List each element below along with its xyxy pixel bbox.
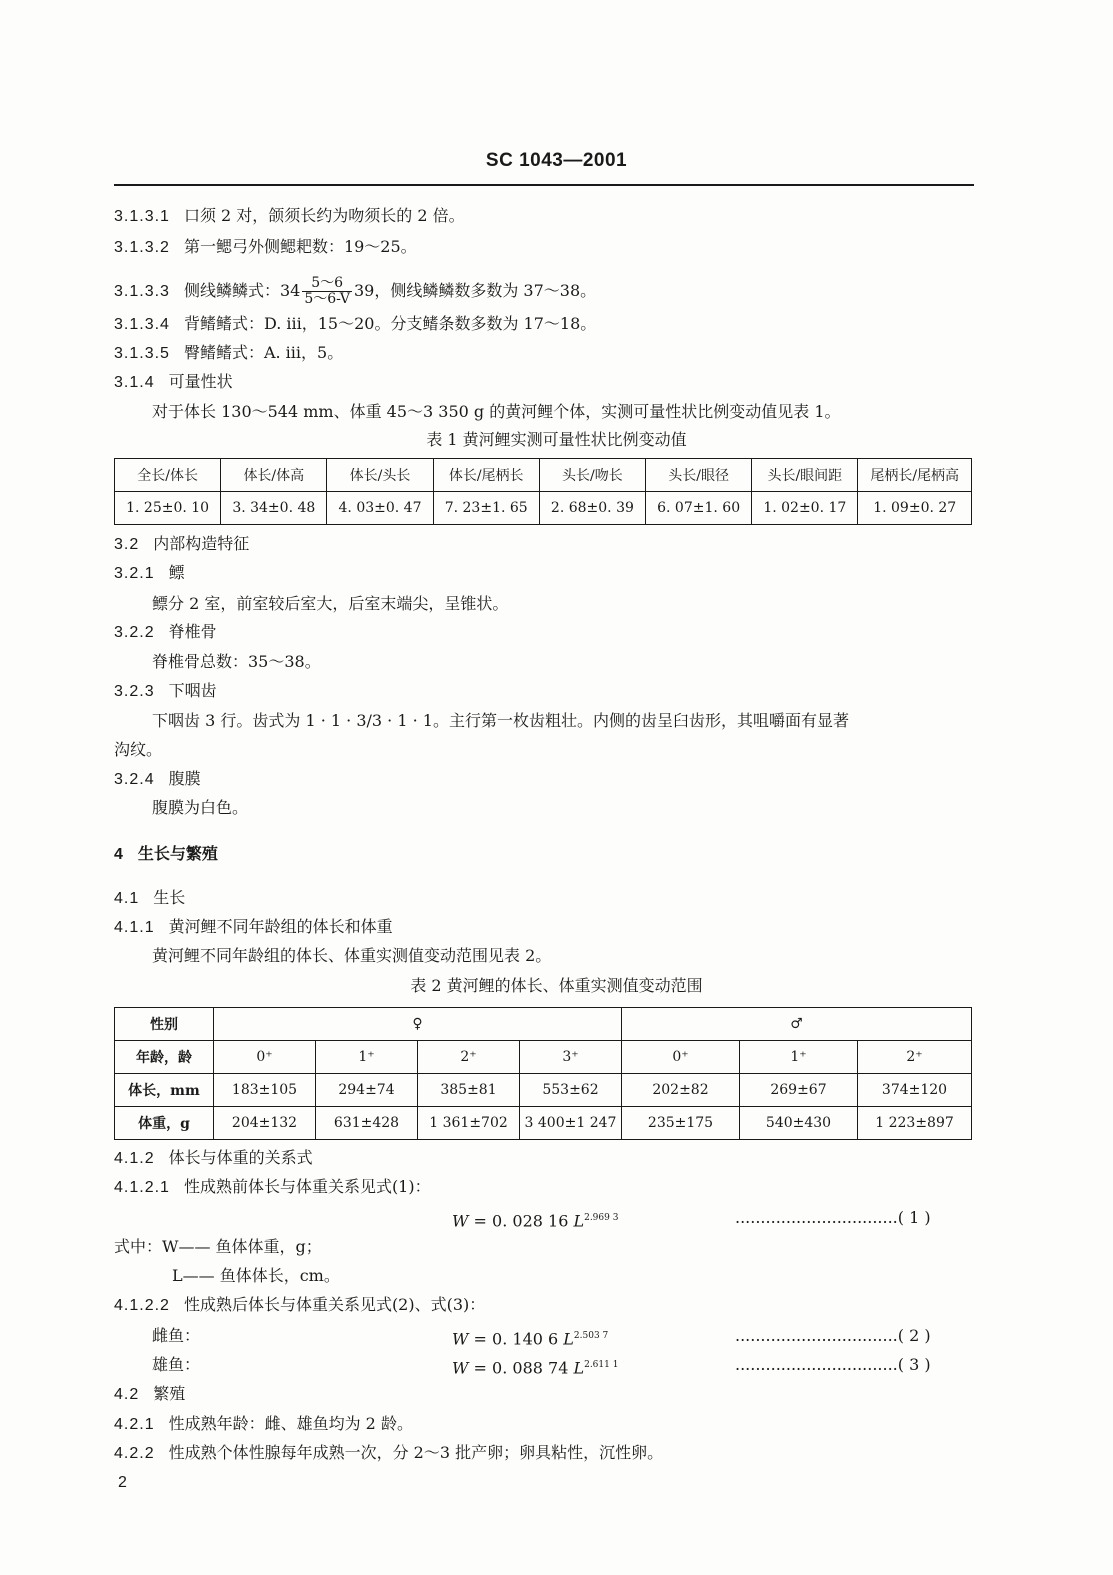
table2-weight-cell: 204±132 (214, 1107, 316, 1140)
where-weight: 式中：W—— 鱼体体重，g； (114, 1237, 322, 1256)
table1-header-cell: 头长/眼间距 (752, 459, 858, 492)
paragraph-age-groups: 黄河鲤不同年龄组的体长、体重实测值变动范围见表 2。 (152, 946, 552, 965)
clause-3-2: 3.2 内部构造特征 (114, 534, 250, 553)
table1-value-cell: 1. 25±0. 10 (115, 492, 221, 525)
table-row (115, 1008, 972, 1041)
table2-weight-cell: 540±430 (740, 1107, 858, 1140)
clause-4-1-2-2: 4.1.2.2 性成熟后体长与体重关系见式(2)、式(3)： (114, 1295, 486, 1314)
table1-header-cell: 全长/体长 (115, 459, 221, 492)
clause-3-1-3-4: 3.1.3.4 背鳍鳍式：D. iii，15～20。分支鳍条数多数为 17～18。 (114, 314, 597, 333)
clause-3-2-4: 3.2.4 腹膜 (114, 769, 201, 788)
clause-3-1-3-2: 3.1.3.2 第一鳃弓外侧鳃耙数：19～25。 (114, 237, 417, 256)
table2-weight-cell: 631±428 (316, 1107, 418, 1140)
page-number: 2 (118, 1474, 127, 1491)
table2-length-weight (114, 1007, 972, 1140)
table2-length-cell: 269±67 (740, 1074, 858, 1107)
table2-age-cell: 0⁺ (622, 1041, 740, 1074)
table2-caption: 表 2 黄河鲤的体长、体重实测值变动范围 (410, 976, 703, 995)
table1-caption: 表 1 黄河鲤实测可量性状比例变动值 (426, 430, 687, 449)
paragraph-vertebrae: 脊椎骨总数：35～38。 (152, 652, 321, 671)
table1-value-cell: 2. 68±0. 39 (539, 492, 645, 525)
clause-3-1-3-5: 3.1.3.5 臀鳍鳍式：A. iii，5。 (114, 343, 344, 362)
table-row (115, 459, 972, 492)
table2-age-cell: 1⁺ (740, 1041, 858, 1074)
lateral-line-fraction: $\frac{5\sim 6}{5\sim 6-V}$ (304, 275, 350, 307)
paragraph-pharyngeal-teeth-cont: 沟纹。 (114, 740, 163, 759)
table2-weight-cell: 1 223±897 (858, 1107, 972, 1140)
clause-3-2-2: 3.2.2 脊椎骨 (114, 622, 217, 641)
table2-length-cell: 294±74 (316, 1074, 418, 1107)
table2-weight-cell: 1 361±702 (418, 1107, 520, 1140)
paragraph-pharyngeal-teeth: 下咽齿 3 行。齿式为 1 · 1 · 3/3 · 1 · 1。主行第一枚齿粗壮。内侧的齿呈臼齿形，其咀嚼面有显著 (152, 711, 849, 730)
table1-value-cell: 6. 07±1. 60 (646, 492, 752, 525)
table2-row-label: 年龄，龄 (115, 1041, 214, 1074)
table-row (115, 1107, 972, 1140)
clause-4-1: 4.1 生长 (114, 888, 186, 907)
equation-1-label: ................................( 1 ) (735, 1208, 931, 1227)
table1-header-cell: 体长/尾柄长 (433, 459, 539, 492)
table2-length-cell: 385±81 (418, 1074, 520, 1107)
paragraph-peritoneum: 腹膜为白色。 (152, 798, 249, 817)
clause-4-1-2: 4.1.2 体长与体重的关系式 (114, 1148, 313, 1167)
clause-3-1-3-1: 3.1.3.1 口须 2 对，颌须长约为吻须长的 2 倍。 (114, 206, 465, 225)
table1-header-cell: 尾柄长/尾柄高 (858, 459, 972, 492)
table2-age-cell: 1⁺ (316, 1041, 418, 1074)
table1-value-cell: 3. 34±0. 48 (221, 492, 327, 525)
table2-age-cell: 2⁺ (858, 1041, 972, 1074)
table2-age-cell: 3⁺ (520, 1041, 622, 1074)
table2-row-label: 体重，g (115, 1107, 214, 1140)
table2-length-cell: 202±82 (622, 1074, 740, 1107)
standard-code-header: SC 1043—2001 (485, 150, 628, 171)
equation-1: W = 0. 028 16 $L^{2.969 3}$ (452, 1211, 619, 1231)
table2-row-label: 性别 (115, 1008, 214, 1041)
table1-value-cell: 4. 03±0. 47 (327, 492, 433, 525)
clause-3-2-1: 3.2.1 鳔 (114, 563, 185, 582)
table-row (115, 1074, 972, 1107)
table2-row-label: 体长，mm (115, 1074, 214, 1107)
table2-weight-cell: 235±175 (622, 1107, 740, 1140)
clause-4-2-1: 4.2.1 性成熟年龄：雌、雄鱼均为 2 龄。 (114, 1414, 413, 1433)
paragraph-swim-bladder: 鳔分 2 室，前室较后室大，后室末端尖，呈锥状。 (152, 594, 509, 613)
equation-2-who: 雌鱼： (152, 1326, 201, 1345)
table2-length-cell: 374±120 (858, 1074, 972, 1107)
table1-header-cell: 头长/吻长 (539, 459, 645, 492)
clause-3-1-4: 3.1.4 可量性状 (114, 372, 233, 391)
table1-header-cell: 体长/体高 (221, 459, 327, 492)
equation-3-label: ................................( 3 ) (735, 1355, 931, 1374)
table1-value-cell: 1. 02±0. 17 (752, 492, 858, 525)
clause-3-1-3-3: 3.1.3.3 侧线鳞鳞式：34 $\frac{5\sim 6}{5\sim 6-V}$ 39，侧线鳞鳞数多数为 37～38。 (114, 275, 597, 307)
where-length: L—— 鱼体体长，cm。 (172, 1266, 340, 1285)
table-row (115, 1041, 972, 1074)
male-symbol: ♂ (622, 1008, 972, 1041)
equation-2-label: ................................( 2 ) (735, 1326, 931, 1345)
equation-3: W = 0. 088 74 $L^{2.611 1}$ (452, 1358, 619, 1378)
equation-3-who: 雄鱼： (152, 1355, 201, 1374)
table1-value-cell: 7. 23±1. 65 (433, 492, 539, 525)
table1-proportions (114, 458, 972, 525)
table-row (115, 492, 972, 525)
table2-age-cell: 2⁺ (418, 1041, 520, 1074)
table1-value-cell: 1. 09±0. 27 (858, 492, 972, 525)
table2-weight-cell: 3 400±1 247 (520, 1107, 622, 1140)
clause-4-2-2: 4.2.2 性成熟个体性腺每年成熟一次，分 2～3 批产卵；卵具粘性，沉性卵。 (114, 1443, 664, 1462)
clause-4-1-2-1: 4.1.2.1 性成熟前体长与体重关系见式(1)： (114, 1177, 431, 1196)
clause-4-1-1: 4.1.1 黄河鲤不同年龄组的体长和体重 (114, 917, 393, 936)
table2-length-cell: 553±62 (520, 1074, 622, 1107)
section-4: 4 生长与繁殖 (114, 844, 218, 863)
table1-header-cell: 体长/头长 (327, 459, 433, 492)
paragraph-measurable-traits: 对于体长 130～544 mm、体重 45～3 350 g 的黄河鲤个体，实测可量性状比例变动值见表 1。 (152, 402, 841, 421)
equation-2: W = 0. 140 6 $L^{2.503 7}$ (452, 1329, 609, 1349)
clause-4-2: 4.2 繁殖 (114, 1384, 186, 1403)
female-symbol: ♀ (214, 1008, 622, 1041)
table2-length-cell: 183±105 (214, 1074, 316, 1107)
header-rule (114, 184, 974, 186)
table2-age-cell: 0⁺ (214, 1041, 316, 1074)
table1-header-cell: 头长/眼径 (646, 459, 752, 492)
clause-3-2-3: 3.2.3 下咽齿 (114, 681, 217, 700)
